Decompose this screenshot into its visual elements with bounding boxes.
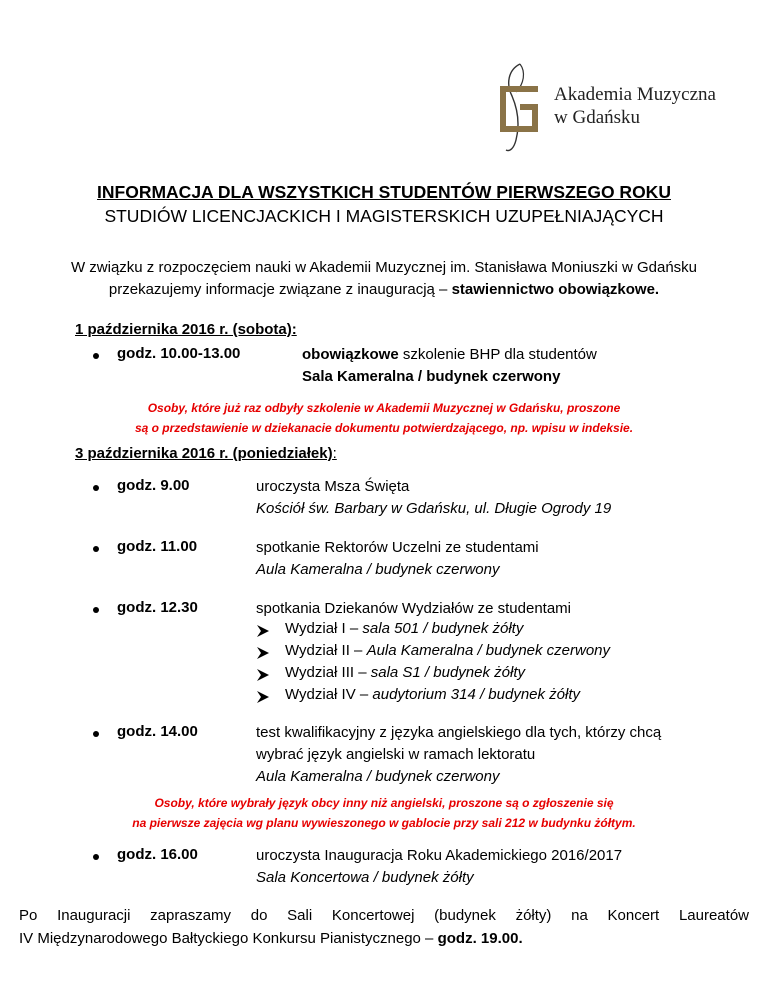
day1-event-place: Sala Kameralna / budynek czerwony xyxy=(302,368,561,385)
day2-event-2-desc: spotkanie Rektorów Uczelni ze studentami xyxy=(256,539,539,556)
bullet-icon xyxy=(93,854,99,860)
faculty-place: Aula Kameralna / budynek czerwony xyxy=(366,642,611,659)
day2-note-line-1: Osoby, które wybrały język obcy inny niż angielski, proszone są o zgłoszenie się xyxy=(154,796,614,810)
bullet-icon xyxy=(93,731,99,737)
intro-line-2-text: przekazujemy informacje związane z inauguracją – xyxy=(108,281,452,298)
day2-event-4-desc: test kwalifikacyjny z języka angielskiego dla tych, którzy chcą xyxy=(256,724,662,741)
faculty-label: Wydział I – xyxy=(285,620,363,637)
closing-paragraph xyxy=(19,904,749,950)
day1-event-desc-bold: obowiązkowe xyxy=(302,346,399,363)
day1-note xyxy=(0,398,768,438)
day2-event-4-time: godz. 14.00 xyxy=(117,723,198,740)
intro-line-2 xyxy=(20,279,748,301)
academy-logo xyxy=(486,62,736,154)
logo-line-2: w Gdańsku xyxy=(554,107,641,128)
arrow-bullet-icon xyxy=(256,646,270,660)
day2-event-4-place: Aula Kameralna / budynek czerwony xyxy=(256,768,500,785)
intro-line-2-bold: stawiennictwo obowiązkowe. xyxy=(451,281,660,298)
day1-event-desc-rest: szkolenie BHP dla studentów xyxy=(398,346,597,363)
arrow-bullet-icon xyxy=(256,690,270,704)
faculty-label: Wydział III – xyxy=(285,664,371,681)
logo-line-1: Akademia Muzyczna xyxy=(554,84,716,105)
day1-note-line-1: Osoby, które już raz odbyły szkolenie w Akademii Muzycznej w Gdańsku, proszone xyxy=(147,401,621,415)
bullet-icon xyxy=(93,546,99,552)
academy-logo-mark-icon xyxy=(486,62,546,154)
day1-date: 1 października 2016 r. (sobota): xyxy=(75,321,297,338)
day2-event-3-time: godz. 12.30 xyxy=(117,599,198,616)
day1-event-time: godz. 10.00-13.00 xyxy=(117,345,241,362)
day2-event-1-desc: uroczysta Msza Święta xyxy=(256,478,410,495)
page-subtitle: STUDIÓW LICENCJACKICH I MAGISTERSKICH UZUPEŁNIAJĄCYCH xyxy=(104,206,664,226)
bullet-icon xyxy=(93,485,99,491)
day2-date xyxy=(75,445,337,462)
day2-note-line-2: na pierwsze zajęcia wg planu wywieszonego w gablocie przy sali 212 w budynku żółtym. xyxy=(132,816,636,830)
day2-event-5-desc: uroczysta Inauguracja Roku Akademickiego 2016/2017 xyxy=(256,847,623,864)
faculty-place: sala S1 / budynek żółty xyxy=(370,664,525,681)
closing-line-2-bold: godz. 19.00. xyxy=(437,930,523,947)
arrow-bullet-icon xyxy=(256,624,270,638)
day2-note xyxy=(0,793,768,833)
day2-event-3-desc: spotkania Dziekanów Wydziałów ze studentami xyxy=(256,600,572,617)
intro-line-1: W związku z rozpoczęciem nauki w Akademii Muzycznej im. Stanisława Moniuszki w Gdańsku xyxy=(70,259,698,276)
intro-paragraph xyxy=(20,257,748,301)
bullet-icon xyxy=(93,353,99,359)
faculty-label: Wydział II – xyxy=(285,642,367,659)
faculty-label: Wydział IV – xyxy=(285,686,373,703)
day2-event-2-time: godz. 11.00 xyxy=(117,538,198,555)
day2-event-1-place: Kościół św. Barbary w Gdańsku, ul. Długie Ogrody 19 xyxy=(256,500,612,517)
arrow-bullet-icon xyxy=(256,668,270,682)
day2-event-5-place: Sala Koncertowa / budynek żółty xyxy=(256,869,474,886)
day1-note-line-2: są o przedstawienie w dziekanacie dokumentu potwierdzającego, np. wpisu w indeksie. xyxy=(134,421,634,435)
closing-line-2-text: IV Międzynarodowego Bałtyckiego Konkursu Pianistycznego – xyxy=(19,930,438,947)
day1-event-desc xyxy=(302,344,597,366)
faculty-place: sala 501 / budynek żółty xyxy=(362,620,524,637)
day2-event-1-time: godz. 9.00 xyxy=(117,477,190,494)
page-title: INFORMACJA DLA WSZYSTKICH STUDENTÓW PIERWSZEGO ROKU xyxy=(97,182,671,202)
day2-date-colon: : xyxy=(332,445,337,462)
day2-date-text: 3 października 2016 r. (poniedziałek) xyxy=(75,445,333,462)
day2-event-4-desc-2: wybrać język angielski w ramach lektoratu xyxy=(256,746,536,763)
day2-event-5-time: godz. 16.00 xyxy=(117,846,198,863)
bullet-icon xyxy=(93,607,99,613)
faculty-place: audytorium 314 / budynek żółty xyxy=(372,686,581,703)
day2-event-2-place: Aula Kameralna / budynek czerwony xyxy=(256,561,500,578)
closing-line-1: Po Inauguracji zapraszamy do Sali Koncertowej (budynek żółty) na Koncert Laureatów xyxy=(19,907,749,924)
